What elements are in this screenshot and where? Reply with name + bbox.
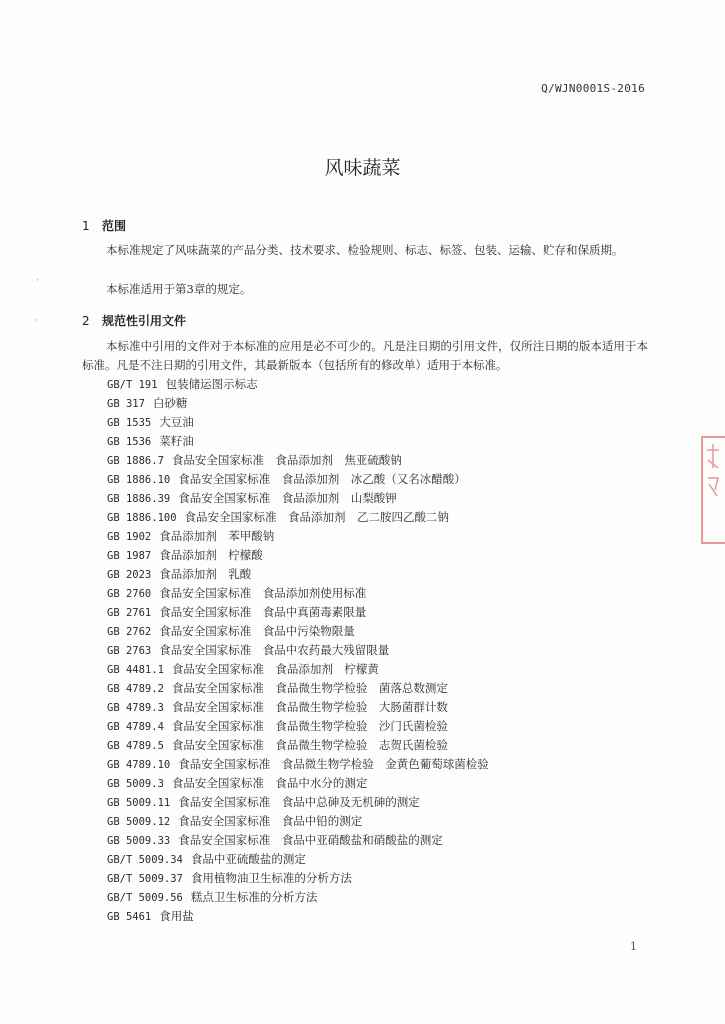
reference-item: [107, 793, 489, 812]
page-title: 风味蔬菜: [324, 157, 401, 179]
reference-code: GB 2761: [107, 607, 152, 619]
reference-item: [107, 584, 489, 603]
reference-title: 食品安全国家标准 食品微生物学检验 金黄色葡萄球菌检验: [178, 757, 489, 771]
reference-title: 菜籽油: [159, 434, 194, 448]
reference-title: 食品安全国家标准 食品微生物学检验 菌落总数测定: [171, 681, 448, 695]
reference-title: 食品安全国家标准 食品添加剂 焦亚硫酸钠: [171, 453, 402, 467]
reference-item: [107, 527, 489, 546]
reference-code: GB/T 5009.34: [107, 854, 183, 866]
reference-title: 食品安全国家标准 食品添加剂使用标准: [159, 586, 367, 600]
reference-title: 食品安全国家标准 食品中铅的测定: [178, 814, 363, 828]
reference-code: GB 2762: [107, 626, 152, 638]
reference-title: 食品添加剂 柠檬酸: [159, 548, 263, 562]
reference-code: GB 2763: [107, 645, 152, 657]
reference-item: [107, 603, 489, 622]
reference-item: [107, 755, 489, 774]
reference-item: [107, 774, 489, 793]
reference-item: [107, 546, 489, 565]
reference-item: [107, 470, 489, 489]
reference-title: 食品安全国家标准 食品中农药最大残留限量: [159, 643, 390, 657]
reference-title: 食品安全国家标准 食品中真菌毒素限量: [159, 605, 367, 619]
reference-code: GB 5461: [107, 911, 152, 923]
reference-code: GB 2023: [107, 569, 152, 581]
reference-item: [107, 641, 489, 660]
section-1-number: 1: [82, 219, 90, 233]
reference-code: GB 5009.11: [107, 797, 171, 809]
reference-title: 大豆油: [159, 415, 194, 429]
section-1-heading: [82, 217, 126, 234]
reference-code: GB 1536: [107, 436, 152, 448]
reference-title: 食品安全国家标准 食品添加剂 山梨酸钾: [178, 491, 397, 505]
section-1-paragraph-1: 本标准规定了风味蔬菜的产品分类、技术要求、检验规则、标志、标签、包装、运输、贮存和保质期。: [106, 243, 624, 257]
standard-number: Q/WJN0001S-2016: [541, 82, 645, 95]
reference-item: [107, 850, 489, 869]
reference-code: GB/T 191: [107, 379, 158, 391]
scan-mark: ·: [36, 276, 39, 286]
reference-code: GB 317: [107, 398, 145, 410]
reference-code: GB 4481.1: [107, 664, 164, 676]
reference-title: 食品安全国家标准 食品微生物学检验 大肠菌群计数: [171, 700, 448, 714]
reference-code: GB 1886.100: [107, 512, 177, 524]
reference-title: 食品安全国家标准 食品微生物学检验 沙门氏菌检验: [171, 719, 448, 733]
reference-title: 食品安全国家标准 食品中总砷及无机砷的测定: [178, 795, 420, 809]
reference-code: GB 5009.33: [107, 835, 171, 847]
reference-code: GB 1987: [107, 550, 152, 562]
reference-item: [107, 622, 489, 641]
reference-item: [107, 717, 489, 736]
reference-title: 糕点卫生标准的分析方法: [190, 890, 318, 904]
reference-item: [107, 660, 489, 679]
reference-item: [107, 679, 489, 698]
section-2-heading: [82, 312, 186, 329]
reference-code: GB 5009.12: [107, 816, 171, 828]
reference-title: 食品安全国家标准 食品添加剂 冰乙酸（又名冰醋酸）: [178, 472, 466, 486]
reference-item: [107, 413, 489, 432]
reference-code: GB/T 5009.56: [107, 892, 183, 904]
reference-code: GB 1886.39: [107, 493, 171, 505]
reference-item: [107, 508, 489, 527]
reference-title: 白砂糖: [152, 396, 188, 410]
reference-code: GB 1886.7: [107, 455, 164, 467]
reference-title: 食品安全国家标准 食品微生物学检验 志贺氏菌检验: [171, 738, 448, 752]
reference-title: 食品添加剂 乳酸: [159, 567, 252, 581]
reference-item: [107, 869, 489, 888]
reference-item: [107, 489, 489, 508]
section-1-paragraph-2: 本标准适用于第3章的规定。: [106, 282, 252, 296]
reference-code: GB 4789.3: [107, 702, 164, 714]
reference-item: [107, 451, 489, 470]
reference-title: 食品中亚硫酸盐的测定: [190, 852, 306, 866]
reference-code: GB 4789.4: [107, 721, 164, 733]
reference-title: 包装储运图示标志: [165, 377, 258, 391]
reference-title: 食品安全国家标准 食品中污染物限量: [159, 624, 355, 638]
reference-title: 食用盐: [159, 909, 194, 923]
reference-title: 食品安全国家标准 食品添加剂 柠檬黄: [171, 662, 379, 676]
reference-title: 食品安全国家标准 食品中亚硝酸盐和硝酸盐的测定: [178, 833, 443, 847]
reference-code: GB 1902: [107, 531, 152, 543]
reference-code: GB 1886.10: [107, 474, 171, 486]
reference-item: [107, 432, 489, 451]
reference-item: [107, 907, 489, 926]
section-2-paragraph-1: 本标准中引用的文件对于本标准的应用是必不可少的。凡是注日期的引用文件，仅所注日期的版本适用于本标准。凡是不注日期的引用文件，其最新版本（包括所有的修改单）适用于本标准。: [82, 339, 648, 372]
section-1-title: 范围: [102, 219, 127, 233]
reference-title: 食品安全国家标准 食品添加剂 乙二胺四乙酸二钠: [184, 510, 450, 524]
reference-item: [107, 831, 489, 850]
reference-code: GB 2760: [107, 588, 152, 600]
reference-list: [107, 375, 489, 926]
reference-code: GB 1535: [107, 417, 152, 429]
reference-code: GB 5009.3: [107, 778, 164, 790]
reference-title: 食品添加剂 苯甲酸钠: [159, 529, 275, 543]
reference-title: 食用植物油卫生标准的分析方法: [190, 871, 352, 885]
reference-item: [107, 888, 489, 907]
reference-code: GB 4789.5: [107, 740, 164, 752]
reference-item: [107, 565, 489, 584]
scan-mark: ·: [34, 316, 37, 326]
reference-code: GB 4789.10: [107, 759, 171, 771]
section-2-title: 规范性引用文件: [102, 314, 187, 328]
reference-code: GB 4789.2: [107, 683, 164, 695]
section-2-number: 2: [82, 314, 90, 328]
page-number: 1: [630, 940, 637, 953]
reference-item: [107, 698, 489, 717]
reference-item: [107, 736, 489, 755]
reference-item: [107, 812, 489, 831]
reference-item: [107, 375, 489, 394]
reference-code: GB/T 5009.37: [107, 873, 183, 885]
reference-item: [107, 394, 489, 413]
seal-stamp: [701, 436, 725, 544]
reference-title: 食品安全国家标准 食品中水分的测定: [171, 776, 368, 790]
